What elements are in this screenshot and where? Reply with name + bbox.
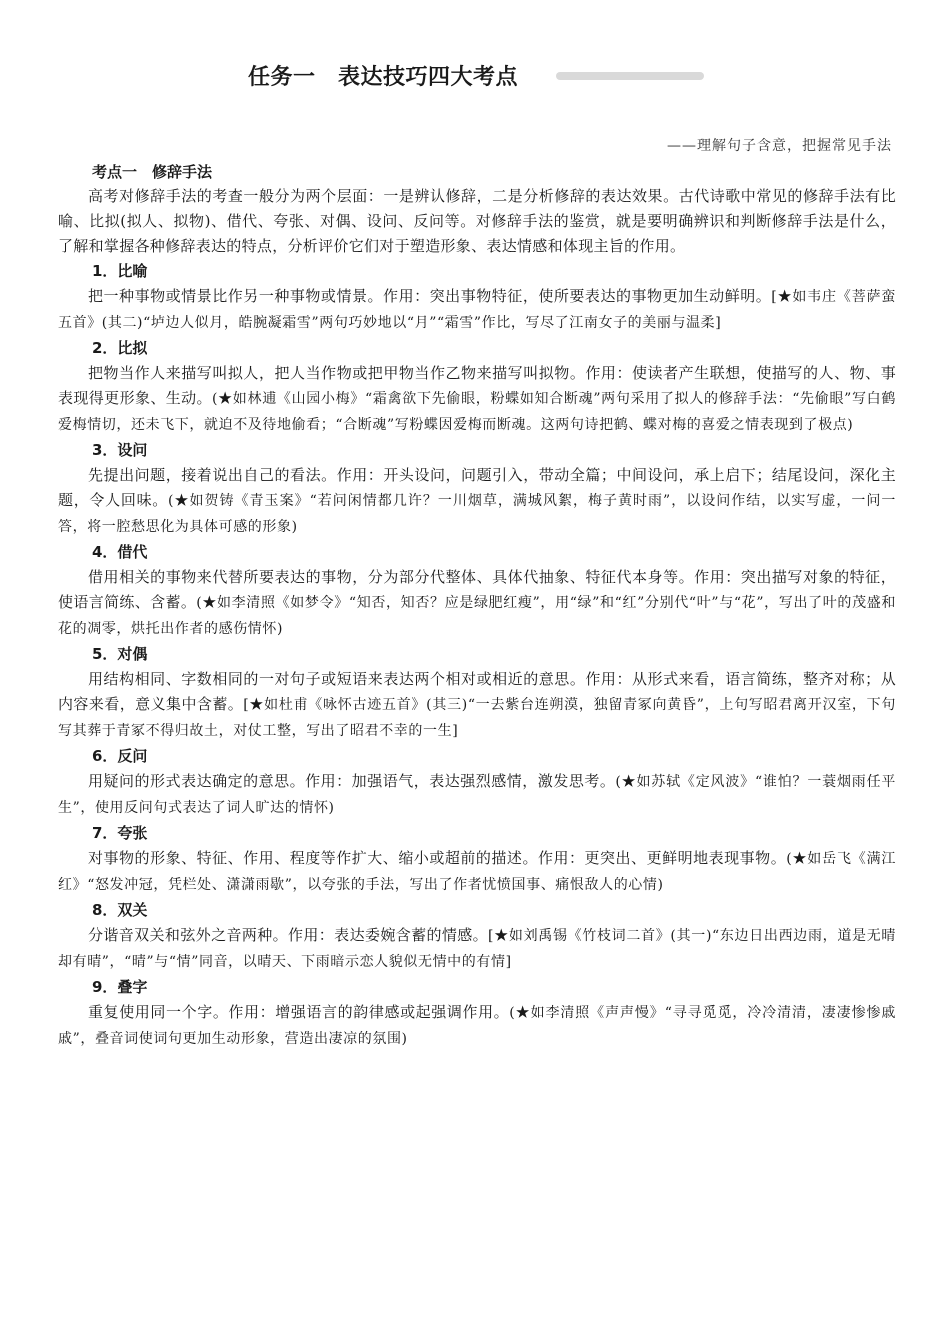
item-example-note: (★如贺铸《青玉案》“若问闲情都几许？一川烟草，满城风絮，梅子黄时雨”，以设问作结，以实写虚，一问一答，将一腔愁思化为具体可感的形象) <box>58 493 896 535</box>
item-rhetorical-question-answer <box>58 438 896 540</box>
item-paragraph <box>58 361 896 438</box>
item-example-note: [★如杜甫《咏怀古迹五首》(其三)“一去紫台连朔漠，独留青冢向黄昏”，上句写昭君离开汉室，下句写其葬于青冢不得归故土，对仗工整，写出了昭君不幸的一生] <box>58 697 896 739</box>
page-title: 任务一 表达技巧四大考点 <box>248 65 519 90</box>
item-title: 3．设问 <box>92 441 148 459</box>
item-example-note: [★如刘禹锡《竹枝词二首》(其一)“东边日出西边雨，道是无晴却有晴”，“晴”与“情”同音，以晴天、下雨暗示恋人貌似无情中的有情] <box>58 928 896 970</box>
item-title: 1．比喻 <box>92 262 148 280</box>
item-reduplication <box>58 975 896 1052</box>
item-metaphor <box>58 259 896 336</box>
item-title: 8．双关 <box>92 901 148 919</box>
item-metonymy <box>58 540 896 642</box>
item-antithesis <box>58 642 896 744</box>
item-example-note: (★如岳飞《满江红》“怒发冲冠，凭栏处、潇潇雨歇”，以夸张的手法，写出了作者忧愤国事、痛恨敌人的心情) <box>58 851 896 893</box>
item-paragraph <box>58 667 896 744</box>
item-example-note: (★如李清照《如梦令》“知否，知否？应是绿肥红瘦”，用“绿”和“红”分别代“叶”与“花”，写出了叶的茂盛和花的凋零，烘托出作者的感伤情怀) <box>58 595 896 637</box>
item-body: 用疑问的形式表达确定的意思。作用：加强语气，表达强烈感情，激发思考。 <box>88 772 616 790</box>
item-rhetorical-question <box>58 744 896 821</box>
page-subtitle: ——理解句子含意，把握常见手法 <box>667 138 892 154</box>
item-example-note: [★如韦庄《菩萨蛮五首》(其二)“垆边人似月，皓腕凝霜雪”两句巧妙地以“月”“霜雪”作比，写尽了江南女子的美丽与温柔] <box>58 289 896 331</box>
item-paragraph <box>58 565 896 642</box>
item-pun <box>58 898 896 975</box>
title-decoration-bar <box>556 72 704 80</box>
item-body: 把物当作人来描写叫拟人，把人当作物或把甲物当作乙物来描写叫拟物。作用：使读者产生联想，使描写的人、物、事表现得更形象、生动。 <box>58 364 896 407</box>
item-body: 对事物的形象、特征、作用、程度等作扩大、缩小或超前的描述。作用：更突出、更鲜明地表现事物。 <box>88 849 787 867</box>
item-hyperbole <box>58 821 896 898</box>
item-paragraph <box>58 846 896 898</box>
item-body: 先提出问题，接着说出自己的看法。作用：开头设问，问题引入，带动全篇；中间设问，承上启下；结尾设问，深化主题，令人回味。 <box>58 466 896 509</box>
item-body: 把一种事物或情景比作另一种事物或情景。作用：突出事物特征，使所要表达的事物更加生动鲜明。 <box>88 287 772 305</box>
section-intro: 高考对修辞手法的考查一般分为两个层面：一是辨认修辞，二是分析修辞的表达效果。古代诗歌中常见的修辞手法有比喻、比拟(拟人、拟物)、借代、夸张、对偶、设问、反问等。对修辞手法的鉴赏，就是要明确辨识和判断修辞手法是什么，了解和掌握各种修辞表达的特点，分析评价它们对于塑造形象、表达情感和体现主旨的作用。 <box>58 187 896 255</box>
section-heading: 考点一 修辞手法 <box>92 163 213 181</box>
item-example-note: (★如苏轼《定风波》“谁怕？一蓑烟雨任平生”，使用反问句式表达了词人旷达的情怀) <box>58 774 896 816</box>
item-personification <box>58 336 896 438</box>
item-title: 5．对偶 <box>92 645 148 663</box>
item-title: 6．反问 <box>92 747 148 765</box>
item-paragraph <box>58 463 896 540</box>
item-body: 重复使用同一个字。作用：增强语言的韵律感或起强调作用。 <box>88 1003 510 1021</box>
content <box>58 160 896 1052</box>
item-paragraph <box>58 1000 896 1052</box>
title-row <box>248 60 708 94</box>
item-paragraph <box>58 284 896 336</box>
item-paragraph <box>58 769 896 821</box>
item-title: 9．叠字 <box>92 978 148 996</box>
item-paragraph <box>58 923 896 975</box>
item-example-note: (★如李清照《声声慢》“寻寻觅觅，冷冷清清，凄凄惨惨戚戚”，叠音词使词句更加生动形象，营造出凄凉的氛围) <box>58 1005 896 1047</box>
item-example-note: (★如林逋《山园小梅》“霜禽欲下先偷眼，粉蝶如知合断魂”两句采用了拟人的修辞手法：“先偷眼”写白鹤爱梅情切，还未飞下，就迫不及待地偷看；“合断魂”写粉蝶因爱梅而断魂。这两句诗把鹤、蝶对梅的喜爱之情表现到了极点) <box>58 391 896 433</box>
item-title: 7．夸张 <box>92 824 148 842</box>
item-body: 用结构相同、字数相同的一对句子或短语来表达两个相对或相近的意思。作用：从形式来看，语言简练，整齐对称；从内容来看，意义集中含蓄。 <box>58 670 896 713</box>
item-body: 借用相关的事物来代替所要表达的事物，分为部分代整体、具体代抽象、特征代本身等。作用：突出描写对象的特征，使语言简练、含蓄。 <box>58 568 896 611</box>
item-body: 分谐音双关和弦外之音两种。作用：表达委婉含蓄的情感。 <box>88 926 489 944</box>
item-title: 4．借代 <box>92 543 148 561</box>
item-title: 2．比拟 <box>92 339 148 357</box>
